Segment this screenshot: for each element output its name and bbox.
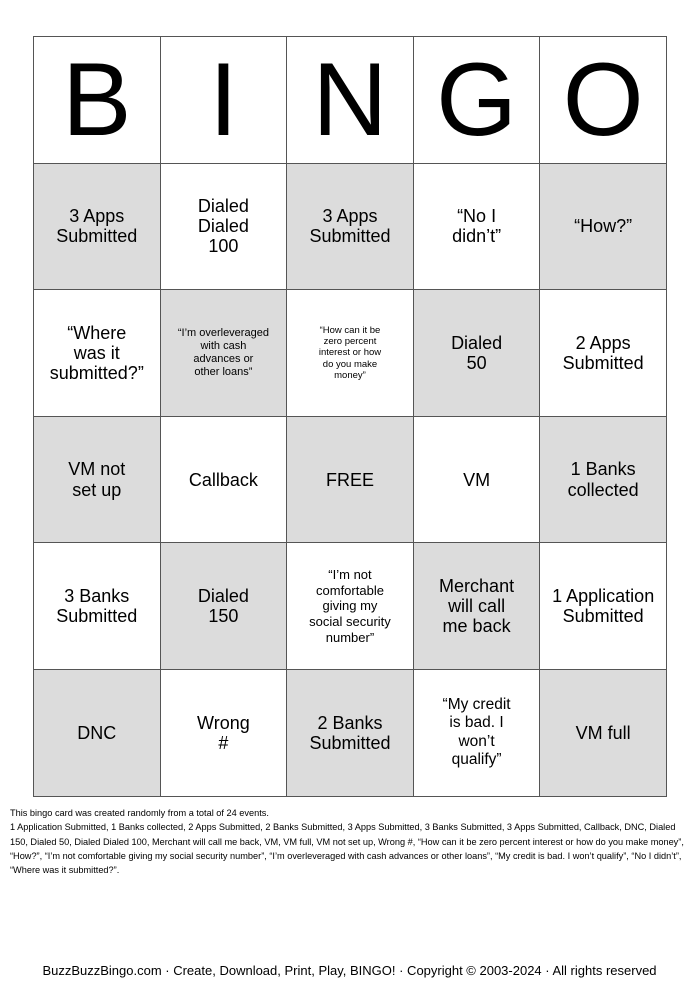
bingo-cell: [34, 290, 161, 417]
notes-summary: This bingo card was created randomly from a total of 24 events.: [10, 808, 269, 818]
bingo-cell: [287, 164, 414, 291]
cell-text: Callback: [188, 469, 258, 490]
bingo-cell: [414, 290, 541, 417]
bingo-cell: [34, 543, 161, 670]
bingo-cell: [161, 543, 288, 670]
bingo-cell: [540, 290, 667, 417]
header-letter-g: G: [414, 37, 541, 164]
cell-text: Wrong #: [197, 712, 250, 753]
header-letter-b: B: [34, 37, 161, 164]
cell-text: 2 Banks Submitted: [309, 712, 391, 753]
cell-text: Merchant will call me back: [439, 575, 515, 637]
bingo-cell: [161, 290, 288, 417]
cell-text: “I’m not comfortable giving my social security number”: [309, 567, 391, 645]
bingo-cell: [34, 164, 161, 291]
cell-text: Dialed 50: [451, 332, 503, 373]
cell-text: 2 Apps Submitted: [562, 332, 644, 373]
header-letter-o: O: [540, 37, 667, 164]
cell-text: 3 Banks Submitted: [56, 586, 138, 627]
free-space-cell: [287, 417, 414, 544]
bingo-cell: [287, 290, 414, 417]
header-letter-n: N: [287, 37, 414, 164]
cell-text: Dialed 150: [197, 586, 249, 627]
cell-text: 1 Application Submitted: [552, 586, 655, 627]
cell-text: DNC: [77, 722, 117, 743]
bingo-cell: [161, 164, 288, 291]
cell-text: “No I didn’t”: [452, 206, 502, 247]
cell-text: “I’m overleveraged with cash advances or other loans”: [177, 326, 269, 379]
notes-event-list: 1 Application Submitted, 1 Banks collected, 2 Apps Submitted, 2 Banks Submitted, 3 Apps Submitted, 3 Banks Submitted, 3 Apps Submitted, Callback, DNC, Dialed 150, Dialed 50, Dialed Dialed 100, Merchant will call me back, VM, VM full, VM not set up, Wrong #, “How can it be zero percent interest or how do you make money”, “How?”, “I’m not comfortable giving my social security number”, “I’m overleveraged with cash advances or other loans”, “My credit is bad. I won’t qualify”, “No I didn’t”, “Where was it submitted?”.: [10, 822, 684, 875]
bingo-cell: [34, 417, 161, 544]
cell-text: VM not set up: [68, 459, 126, 500]
bingo-cell: [161, 670, 288, 797]
bingo-cell: [414, 417, 541, 544]
bingo-cell: [540, 543, 667, 670]
bingo-cell: [540, 164, 667, 291]
cell-text: VM: [463, 469, 491, 490]
cell-text: 1 Banks collected: [567, 459, 639, 500]
cell-text: “How can it be zero percent interest or how do you make money”: [318, 324, 382, 382]
header-letter-i: I: [161, 37, 288, 164]
footer-copyright: BuzzBuzzBingo.com · Create, Download, Print, Play, BINGO! · Copyright © 2003-2024 · All rights reserved: [42, 963, 657, 978]
bingo-cell: [414, 164, 541, 291]
bingo-cell: [161, 417, 288, 544]
cell-text: Dialed Dialed 100: [197, 196, 249, 257]
card-notes: [10, 806, 690, 877]
cell-text: FREE: [325, 469, 374, 490]
cell-text: 3 Apps Submitted: [56, 206, 138, 247]
bingo-cell: [540, 670, 667, 797]
bingo-cell: [540, 417, 667, 544]
bingo-cell: [34, 670, 161, 797]
bingo-cell: [414, 670, 541, 797]
bingo-cell: [414, 543, 541, 670]
cell-text: 3 Apps Submitted: [309, 206, 391, 247]
bingo-cell: [287, 543, 414, 670]
cell-text: VM full: [575, 722, 631, 743]
cell-text: “How?”: [574, 216, 633, 237]
bingo-cell: [287, 670, 414, 797]
cell-text: “My credit is bad. I won’t qualify”: [442, 695, 511, 769]
bingo-card: [33, 36, 667, 797]
cell-text: “Where was it submitted?”: [49, 322, 144, 384]
